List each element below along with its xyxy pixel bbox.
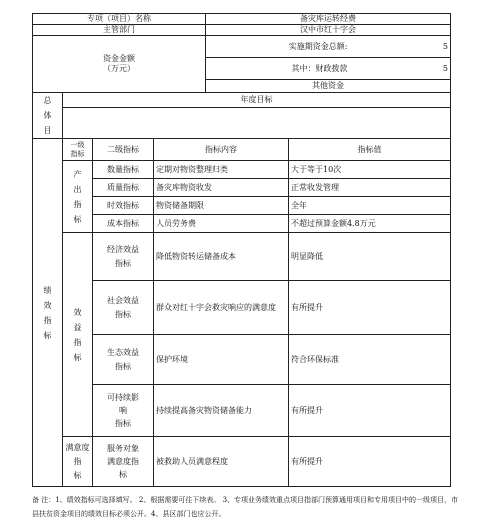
level2-cell: 时效指标 xyxy=(93,197,154,215)
overall-goal-label: 总 体 目 xyxy=(33,93,63,139)
project-name-row xyxy=(33,14,451,25)
other-funds-label: 其他资金 xyxy=(206,80,451,93)
value-cell: 符合环保标准 xyxy=(289,335,451,385)
content-cell: 被救助人员满意程度 xyxy=(154,437,289,487)
value-cell: 正常收发管理 xyxy=(289,179,451,197)
annual-goal-content xyxy=(63,108,451,139)
fiscal-value: 5 xyxy=(350,58,451,80)
value-cell: 明显降低 xyxy=(289,233,451,281)
footnote: 备 注：1、绩效指标可选择填写。 2、根据需要可往下续表。 3、专项业务绩效重点项目指部门预算通用项目和专用项目中的一级项目，市县扶贫资金项目的绩效目标必须公开。4、县区部门也应公开。 xyxy=(32,496,459,518)
table-row xyxy=(33,335,451,385)
table-row xyxy=(33,281,451,335)
annual-goal-label: 年度目标 xyxy=(63,93,451,108)
content-cell: 物资储备期限 xyxy=(154,197,289,215)
value-cell: 有所提升 xyxy=(289,437,451,487)
perf-indicator-label: 绩 效 指 标 xyxy=(33,139,63,487)
level2-header: 二级指标 xyxy=(93,139,154,161)
fiscal-label: 其中：财政拨款 xyxy=(206,58,350,80)
level2-cell: 数量指标 xyxy=(93,161,154,179)
table-row xyxy=(33,197,451,215)
project-name: 备灾库运转经费 xyxy=(206,14,451,25)
content-header: 指标内容 xyxy=(154,139,289,161)
content-cell: 人员劳务费 xyxy=(154,215,289,233)
value-cell: 大于等于10次 xyxy=(289,161,451,179)
content-cell: 群众对红十字会救灾响应的满意度 xyxy=(154,281,289,335)
annual-goal-content-row xyxy=(33,108,451,139)
content-cell: 持续提高备灾物资储备能力 xyxy=(154,385,289,437)
output-indicator-label: 产 出 指 标 xyxy=(63,161,93,233)
level1-header: 一级 指标 xyxy=(63,139,93,161)
dept-row xyxy=(33,25,451,36)
total-funds-label: 实施期资金总额: xyxy=(206,36,350,58)
performance-table xyxy=(32,13,451,487)
content-cell: 降低物资转运储备成本 xyxy=(154,233,289,281)
level2-cell: 可持续影 响 指标 xyxy=(93,385,154,437)
dept-label: 主管部门 xyxy=(33,25,206,36)
value-cell: 不超过预算金额4.8万元 xyxy=(289,215,451,233)
table-row xyxy=(33,233,451,281)
level2-cell: 生态效益 指标 xyxy=(93,335,154,385)
content-cell: 定期对物资整理归类 xyxy=(154,161,289,179)
project-label: 专项（项目）名称 xyxy=(33,14,206,25)
satisfaction-indicator-label: 满意度指 标 xyxy=(63,437,93,487)
table-row xyxy=(33,385,451,437)
value-cell: 有所提升 xyxy=(289,385,451,437)
total-funds-value: 5 xyxy=(350,36,451,58)
level2-cell: 质量指标 xyxy=(93,179,154,197)
benefit-indicator-label: 效 益 指 标 xyxy=(63,233,93,437)
table-row xyxy=(33,179,451,197)
indicator-header-row xyxy=(33,139,451,161)
level2-cell: 服务对象 满意度指 标 xyxy=(93,437,154,487)
value-cell: 全年 xyxy=(289,197,451,215)
table-row xyxy=(33,215,451,233)
content-cell: 保护环境 xyxy=(154,335,289,385)
content-cell: 备灾库物资收发 xyxy=(154,179,289,197)
table-row xyxy=(33,161,451,179)
value-cell: 有所提升 xyxy=(289,281,451,335)
total-funds-row xyxy=(33,36,451,58)
annual-goal-header-row xyxy=(33,93,451,108)
table-row xyxy=(33,437,451,487)
level2-cell: 经济效益 指标 xyxy=(93,233,154,281)
funds-label: 资金金额 （万元） xyxy=(33,36,206,93)
level2-cell: 成本指标 xyxy=(93,215,154,233)
value-header: 指标值 xyxy=(289,139,451,161)
dept-name: 汉中市红十字会 xyxy=(206,25,451,36)
level2-cell: 社会效益 指标 xyxy=(93,281,154,335)
